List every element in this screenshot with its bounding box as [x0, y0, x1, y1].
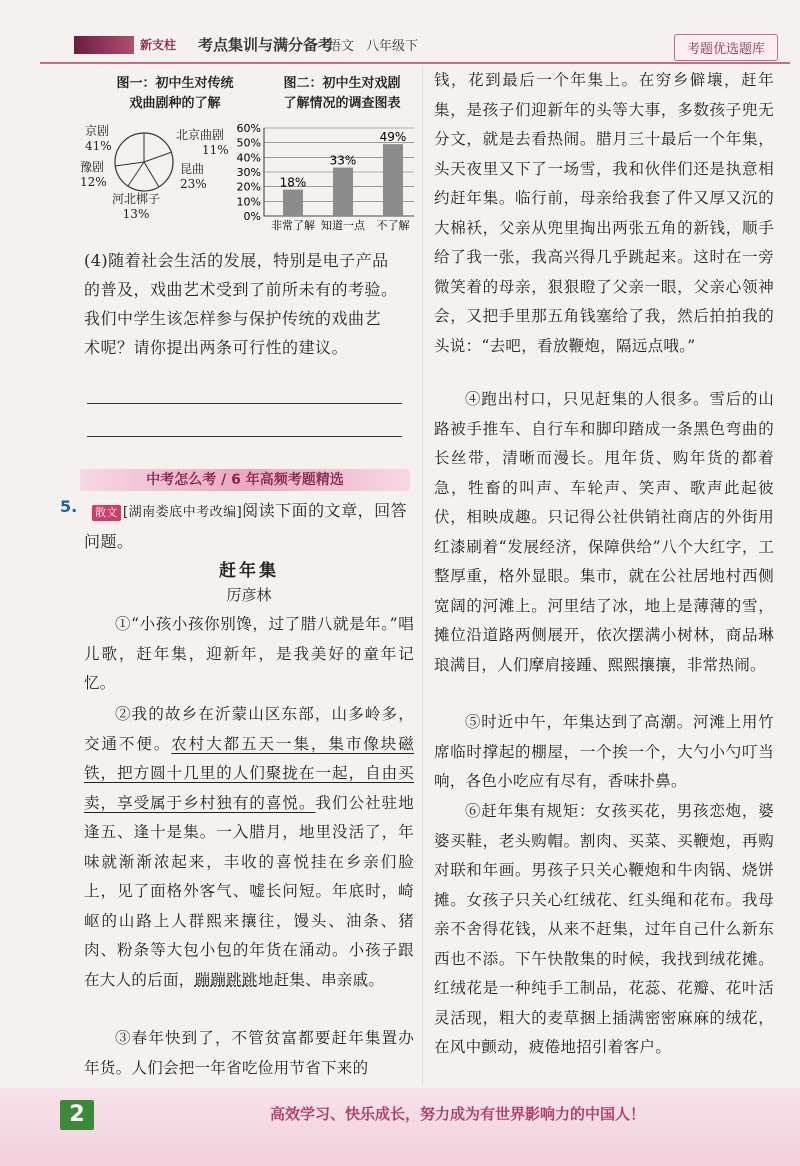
y-tick-label: 40% [236, 151, 261, 165]
publisher-logo: 新支柱 [140, 38, 177, 52]
pie-divider [128, 162, 144, 186]
figure1-title [90, 74, 260, 114]
pie-slice-name: 豫剧 [80, 160, 105, 174]
figure1-pie-chart [112, 130, 176, 194]
pie-label-hebeibangzi [112, 192, 160, 222]
question-prompt-text: 阅读下面的文章，回答 [242, 501, 408, 520]
x-category-label: 知道一点 [321, 219, 365, 232]
x-category-label: 非常了解 [271, 219, 315, 232]
bar [333, 168, 353, 216]
bar [283, 190, 303, 216]
paragraph-text: ②我的故乡在沂蒙山区东部，山多岭多，交通不便。 [84, 705, 414, 753]
question-type-tag: 散文 [92, 505, 121, 521]
y-tick-label: 10% [236, 195, 261, 209]
pie-slice-name: 京剧 [85, 124, 110, 138]
article-paragraph-6: ⑥赶年集有规矩：女孩买花，男孩恋炮，婆婆买鞋，老头购帽。割肉、买菜、买鞭炮，再购对联和年画。男孩子只关心鞭炮和牛肉锅、烧饼摊。女孩子只关心红绒花、红头绳和花布。我母亲不舍得花钱，从来不赶集，过年自己什么新东西也不添。下午快散集的时候，我找到绒花摊。红绒花是一种纯手工制品，花蕊、花瓣、花叶活灵活现，粗大的麦草捆上插满密密麻麻的绒花，在风中颤动，疲倦地招引着客户。 [434, 802, 774, 1056]
article-paragraph-4: ④跑出村口，只见赶集的人很多。雪后的山路被手推车、自行车和脚印踏成一条黑色弯曲的长丝带，清晰而漫长。甩年货、购年货的都着急，牲畜的叫声、车轮声、笑声、歌声此起彼伏，相映成趣。只记得公社供销社商店的外街用红漆刷着“发展经济，保障供给”八个大红字，工整厚重，格外显眼。集市，就在公社居地村西侧宽阔的河滩上。河里结了冰，地上是薄薄的雪，摊位沿道路两侧展开，依次摆满小树林，商品琳琅满目，人们摩肩接踵、熙熙攘攘，非常热闹。 [434, 390, 774, 674]
underlined-sentence: 农村大都五天一集，集市像块磁铁，把方圆十几里的人们聚拢在一起，自由买卖，享受属于乡村独有的喜悦。 [84, 734, 414, 812]
bar-value-label: 18% [279, 175, 307, 190]
question4-line: 我们中学生该怎样参与保护传统的戏曲艺 [84, 309, 382, 328]
article-title: 赶年集 [219, 561, 279, 581]
bar-value-label: 49% [379, 130, 407, 145]
y-tick-label: 50% [236, 136, 261, 150]
pie-slice-name: 北京曲剧 [176, 128, 225, 142]
y-tick-label: 20% [236, 180, 261, 194]
header-color-bar [74, 36, 134, 54]
question5-prompt [84, 496, 414, 556]
question4-text [84, 246, 414, 362]
pie-slice-value: 11% [202, 143, 229, 157]
figure1-title-line2: 戏曲剧种的了解 [129, 96, 221, 111]
answer-line [87, 403, 402, 404]
y-tick-label: 0% [243, 210, 261, 223]
pie-slice-value: 23% [180, 177, 207, 191]
pie-divider [115, 162, 144, 166]
pie-slice-value: 41% [85, 139, 112, 153]
question4-line: 术呢？请你提出两条可行性的建议。 [84, 338, 349, 357]
section-banner: 中考怎么考 / 6 年高频考题精选 [80, 469, 410, 491]
pie-slice-value: 13% [122, 207, 150, 221]
pie-label-kunqu [180, 162, 207, 192]
figure2-title [262, 74, 422, 114]
article-author: 厉彦林 [226, 586, 272, 604]
bar [383, 144, 403, 216]
pie-divider [144, 162, 159, 187]
article-paragraph-2 [84, 700, 414, 995]
page-number: 2 [60, 1100, 94, 1130]
figure1-title-line1: 图一：初中生对传统 [116, 76, 234, 91]
pie-label-yuju [80, 160, 107, 190]
pie-label-beijingquju [176, 128, 229, 158]
article-paragraph-3-left: ③春年快到了，不管贫富都要赶年集置办年货。人们会把一年省吃俭用节省下来的 [84, 1029, 414, 1077]
x-category-label: 不了解 [376, 219, 410, 232]
y-tick-label: 60% [236, 124, 261, 135]
article-paragraph-5: ⑤时近中午，年集达到了高潮。河滩上用竹席临时撑起的棚屋，一个挨一个，大勺小勺叮当响，各色小吃应有尽有，香味扑鼻。 [434, 713, 774, 790]
pie-slice-name: 昆曲 [180, 162, 205, 176]
book-title: 考点集训与满分备考 [198, 36, 334, 54]
figure2-title-line1: 图二：初中生对戏剧 [283, 76, 401, 91]
dotted-phrase: 蹦蹦跳跳 [194, 970, 258, 989]
paragraph-text: 地赶集、串亲戚。 [257, 970, 385, 989]
section-tag: 考题优选题库 [674, 34, 778, 61]
question-source: [湖南娄底中考改编] [123, 505, 243, 520]
figure2-title-line2: 了解情况的调查图表 [283, 96, 401, 111]
paragraph-text: 我们公社驻地逢五、逢十是集。一入腊月，地里没活了，年味就渐渐浓起来，丰收的喜悦挂在乡亲们脸上，见了面格外客气、嘘长问短。年底时，崎岖的山路上人群熙来攘往，馒头、油条、猪肉、粉条等大包小包的年货在涌动。小孩子跟在大人的后面， [84, 793, 414, 989]
footer-slogan: 高效学习、快乐成长，努力成为有世界影响力的中国人！ [270, 1105, 646, 1123]
question4-line: 的普及，戏曲艺术受到了前所未有的考验。 [84, 280, 398, 299]
question4-line: (4)随着社会生活的发展，特别是电子产品 [84, 251, 389, 270]
pie-divider [144, 152, 172, 162]
figure2-bar-chart [228, 124, 418, 232]
page-footer [0, 1088, 800, 1166]
column-divider [422, 66, 423, 1086]
pie-slice-value: 12% [80, 175, 107, 189]
grade-label: 八年级下 [366, 39, 419, 54]
answer-line [87, 436, 402, 437]
pie-slice-name: 河北梆子 [112, 192, 161, 206]
article-paragraph-3-right [434, 66, 774, 366]
question5-number: 5. [60, 497, 78, 516]
question-prompt-text: 问题。 [84, 532, 134, 551]
pie-label-jingju [85, 124, 112, 154]
page-header [40, 30, 790, 64]
paragraph-3-continuation: 钱，花到最后一个年集上。在穷乡僻壤，赶年集，是孩子们迎新年的头等大事，多数孩子兜无分文，就是去看热闹。腊月三十最后一个年集，头天夜里又下了一场雪，我和伙伴们还是执意相约赶年集。临行前，母亲给我套了件又厚又沉的大棉袄，父亲从兜里掏出两张五角的新钱，顺手给了我一张，我高兴得几乎跳起来。这时在一旁微笑着的母亲，狠狠瞪了父亲一眼，父亲心领神会，又把手里那五角钱塞给了我，然后拍拍我的头说：“去吧，看放鞭炮，隔远点哦。” [434, 71, 774, 355]
article-paragraph-1: ①“小孩小孩你别馋，过了腊八就是年。”唱儿歌，赶年集，迎新年，是我美好的童年记忆。 [84, 615, 414, 692]
bar-value-label: 33% [329, 153, 357, 168]
y-tick-label: 30% [236, 166, 261, 179]
subject-label: 语文 [328, 39, 355, 54]
